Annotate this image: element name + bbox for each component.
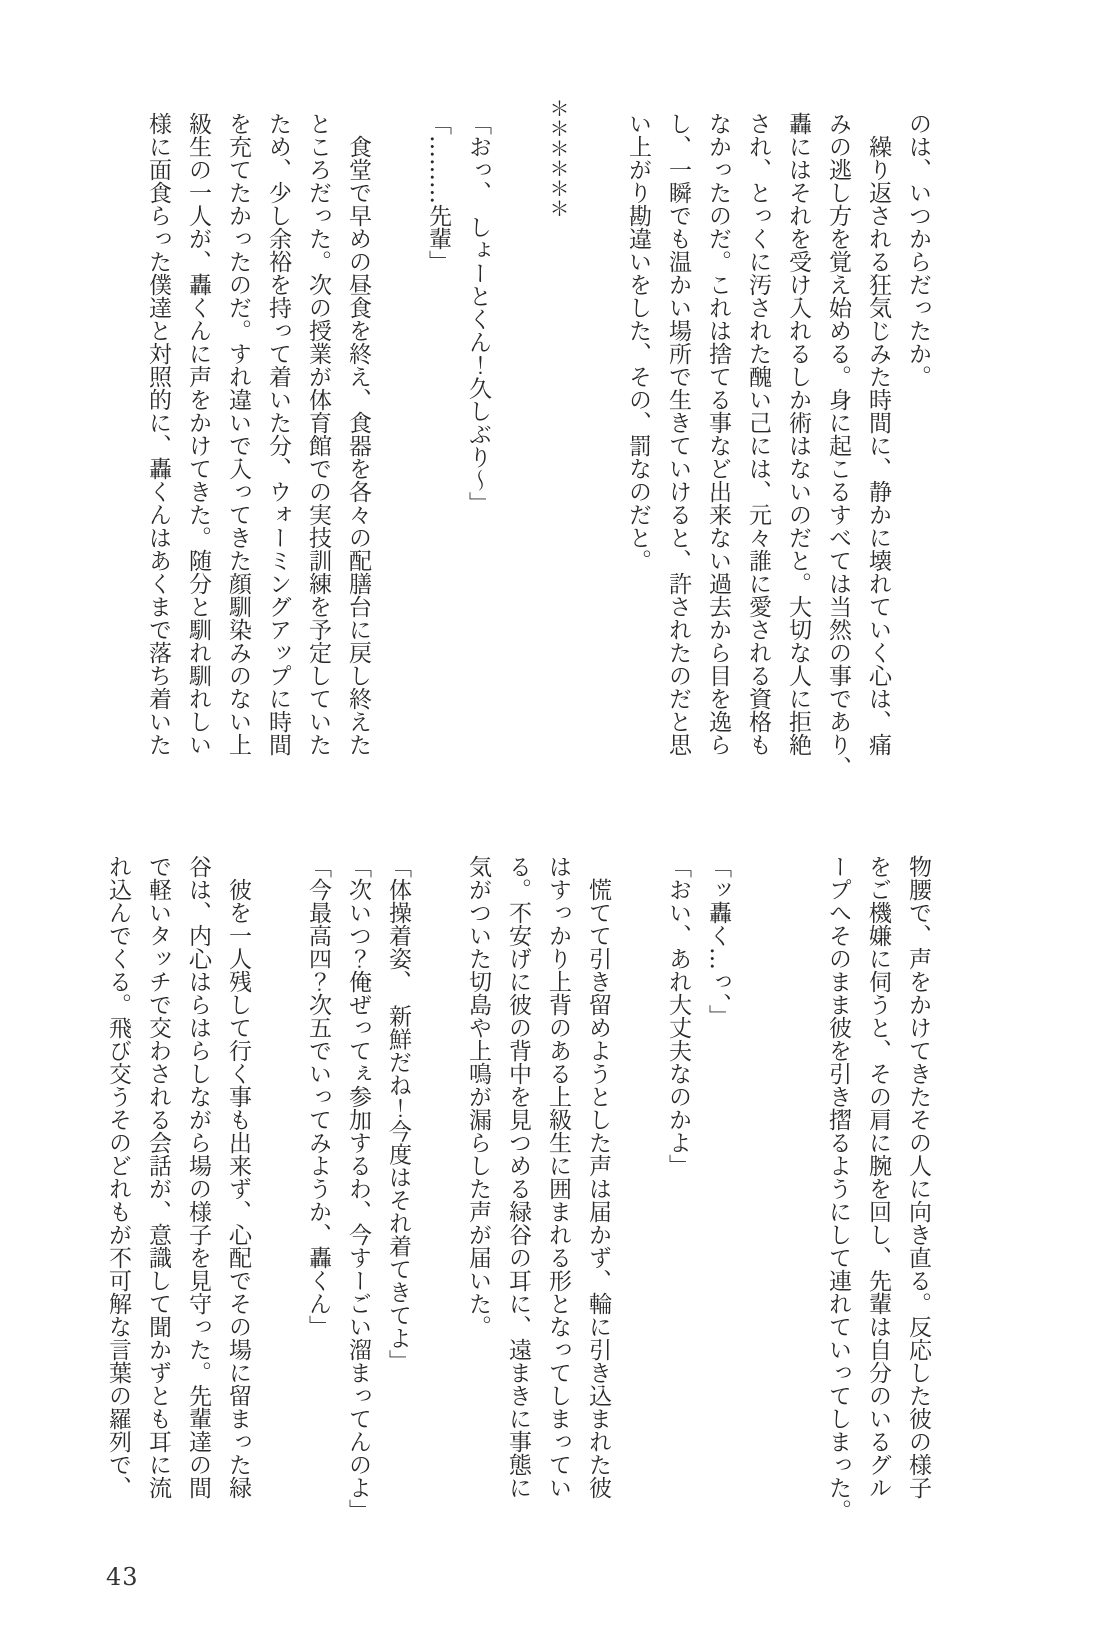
dialogue-line: 「おっ、 しょーとくん！久しぶり～」	[465, 112, 491, 515]
text-line: をご機嫌に伺うと、その肩に腕を回し、先輩は自分のいるグル	[865, 855, 891, 1499]
dialogue-line: 「………先輩」	[425, 112, 451, 273]
dialogue-line: 「今最高四？次五でいってみようか、轟くん」	[305, 855, 331, 1338]
text-line: ため、少し余裕を持って着いた分、ウォーミングアップに時間	[265, 112, 291, 756]
top-text-block	[138, 98, 938, 812]
blank-line	[258, 855, 298, 1555]
blank-line	[738, 855, 778, 1555]
blank-line	[498, 112, 538, 812]
text-line: い上がり勘違いをした、その、罰なのだと。	[625, 112, 651, 572]
text-line: 繰り返される狂気じみた時間に、静かに壊れていく心は、痛	[865, 135, 891, 756]
text-line: 谷は、内心はらはらしながら場の様子を見守った。先輩達の間	[185, 855, 211, 1499]
text-line: のは、いつからだったか。	[905, 112, 931, 388]
text-line: ープへそのまま彼を引き摺るようにして連れていってしまった。	[825, 855, 851, 1522]
text-line: なかったのだ。これは捨てる事など出来ない過去から目を逸ら	[705, 112, 731, 756]
dialogue-line: 「おい、あれ大丈夫なのかよ」	[665, 855, 691, 1177]
dialogue-line: 「ッ轟く…っ、」	[705, 855, 731, 1028]
text-line: され、とっくに汚された醜い己には、元々誰に愛される資格も	[745, 112, 771, 756]
bottom-text-block	[98, 855, 938, 1555]
dialogue-line: 「体操着姿、 新鮮だね！今度はそれ着てきてよ」	[385, 855, 411, 1373]
text-line: 気がついた切島や上鳴が漏らした声が届いた。	[465, 855, 491, 1338]
text-line: 慌てて引き留めようとした声は届かず、輪に引き込まれた彼	[585, 878, 611, 1499]
text-line: 様に面食らった僕達と対照的に、轟くんはあくまで落ち着いた	[145, 112, 171, 756]
text-line: 轟にはそれを受け入れるしか術はないのだと。大切な人に拒絶	[785, 112, 811, 756]
text-line: れ込んでくる。飛び交うそのどれもが不可解な言葉の羅列で、	[105, 855, 131, 1499]
text-line: ところだった。次の授業が体育館での実技訓練を予定していた	[305, 112, 331, 756]
text-line: みの逃し方を覚え始める。身に起こるすべては当然の事であり、	[825, 112, 851, 779]
text-line: 級生の一人が、轟くんに声をかけてきた。随分と馴れ馴れしい	[185, 112, 211, 756]
blank-line	[378, 112, 418, 812]
text-line: を充てたかったのだ。すれ違いで入ってきた顔馴染みのない上	[225, 112, 251, 756]
text-line: 彼を一人残して行く事も出来ず、心配でその場に留まった緑	[225, 878, 251, 1499]
text-line: で軽いタッチで交わされる会話が、意識して聞かずとも耳に流	[145, 855, 171, 1499]
page-number: 43	[106, 1563, 139, 1591]
separator-line: ＊＊＊＊＊＊	[546, 98, 570, 218]
blank-line	[618, 855, 658, 1555]
text-line: る。不安げに彼の背中を見つめる緑谷の耳に、遠まきに事態に	[505, 855, 531, 1499]
blank-line	[578, 112, 618, 812]
dialogue-line: 「次いつ？俺ぜってぇ参加するわ、今すーごい溜まってんのよ」	[345, 855, 371, 1522]
text-line: 食堂で早めの昼食を終え、食器を各々の配膳台に戻し終えた	[345, 135, 371, 756]
text-line: し、一瞬でも温かい場所で生きていけると、許されたのだと思	[665, 112, 691, 756]
blank-line	[418, 855, 458, 1555]
text-line: 物腰で、声をかけてきたその人に向き直る。反応した彼の様子	[905, 855, 931, 1499]
blank-line	[778, 855, 818, 1555]
text-line: はすっかり上背のある上級生に囲まれる形となってしまってい	[545, 855, 571, 1499]
